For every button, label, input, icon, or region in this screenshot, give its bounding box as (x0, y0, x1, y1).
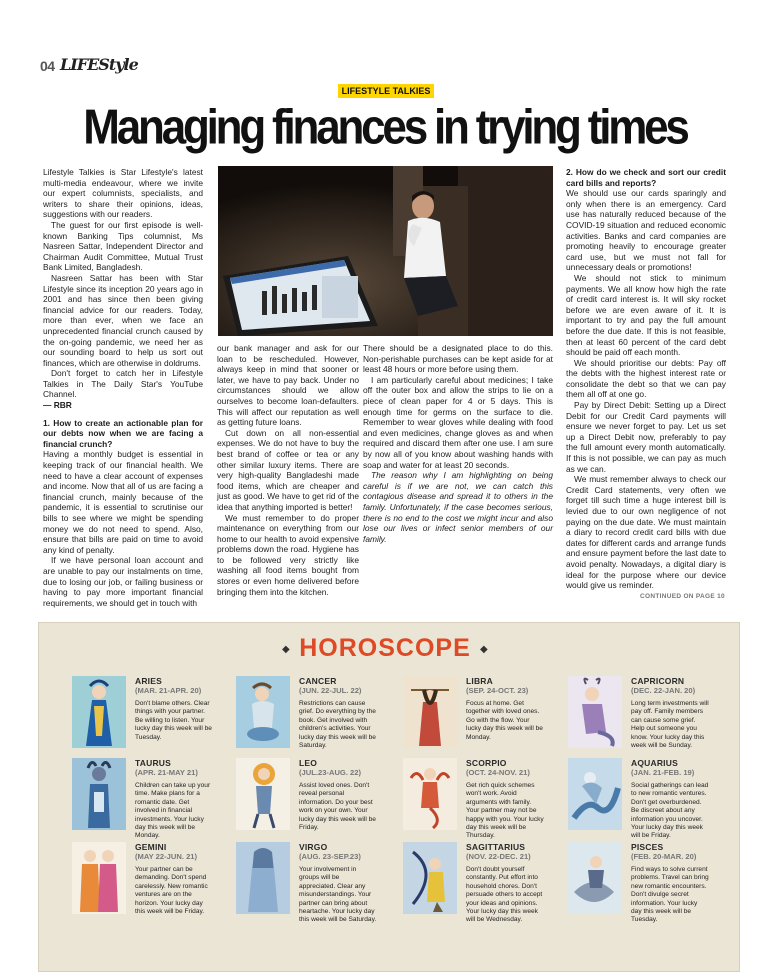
sign-date: (JAN. 21-FEB. 19) (631, 768, 695, 777)
paragraph: Don't forget to catch her in Lifestyle Talkies in The Daily Star's YouTube Channel. (43, 368, 203, 400)
paragraph: If we have personal loan account and are unable to pay our instalments on time, due to losing our job, or failing business or having to pay more important financial requirements, we should get in touch with (43, 555, 203, 608)
sign-forecast: Find ways to solve current problems. Travel can bring new romantic encounters. Don't divulge secret information. Your lucky day this week will be Tuesday. (631, 866, 709, 924)
paragraph: Having a monthly budget is essential in keeping track of our financial health. We need to have a clear account of expenses and income. Now that all of us are facing a financial crunch, mainly because of the pandemic, it is essential to scrutinise our bills to see where we might be spending money we do not need to spend. Also, ensure that bills are paid on time to avoid any kind of penalty. (43, 449, 203, 555)
sign-forecast: Focus at home. Get together with loved ones. Go with the flow. Your lucky day this week will be Monday. (466, 700, 543, 741)
sign-forecast: Social gatherings can lead to new romantic ventures. Don't get overburdened. Be discreet about any information you uncover. Your lucky day this week will be Friday. (631, 782, 709, 840)
sign-date: (SEP. 24-OCT. 23) (466, 686, 529, 695)
sign-date: (MAY 22-JUN. 21) (135, 852, 198, 861)
sign-name: PISCES (631, 842, 664, 852)
aquarius-icon (568, 758, 622, 830)
capricorn-icon (568, 676, 622, 748)
section-tag: LIFESTYLE TALKIES (338, 84, 434, 98)
paragraph: We should not stick to minimum payments. We all know how high the rate of credit card interest is. It will sky rocket before we are even aware of it. It is important to try and pay the full amount before the due date. If this is not feasible, then at least 60 percent of the card debt should be paid off each month. (566, 272, 726, 358)
sign-name: LEO (299, 758, 318, 768)
sign-forecast: Long term investments will pay off. Family members can cause some grief. Help out someone you know. Your lucky day this week will be Sunday. (631, 700, 709, 750)
sign-name: SCORPIO (466, 758, 507, 768)
sign-name: AQUARIUS (631, 758, 678, 768)
paragraph: Lifestyle Talkies is Star Lifestyle's latest multi-media endeavour, where we invite our expert columnists, specialists, and writers to share their opinions, ideas, suggestions with our readers. (43, 167, 203, 220)
question-heading-1: 1. How to create an actionable plan for our debts now when we are facing a financial crunch? (43, 417, 203, 449)
sign-forecast: Get rich quick schemes won't work. Avoid arguments with family. Your partner may not be happy with you. Your lucky day this week will be Thursday. (466, 782, 544, 840)
continued-link[interactable]: CONTINUED ON PAGE 10 (640, 593, 725, 600)
headline: Managing finances in trying times (83, 100, 687, 155)
sign-date: (OCT. 24-NOV. 21) (466, 768, 530, 777)
sign-date: (JUL.23-AUG. 22) (299, 768, 362, 777)
paragraph: Cut down on all non-essential expenses. We do not have to buy the best brand of coffee or tea or any other similar luxury items. There are very high-quality Bangladeshi made food items, which are cheaper and just as good. We have to get rid of the idea that anything imported is better! (217, 427, 359, 512)
sign-name: SAGITTARIUS (466, 842, 526, 852)
sagittarius-icon (403, 842, 457, 914)
sign-name: TAURUS (135, 758, 171, 768)
leo-icon (236, 758, 290, 830)
signature: — RBR (43, 400, 72, 411)
paragraph: We should prioritise our debts: Pay off the debts with the highest interest rate or consolidate the debt so that we can pay them all off at one go. (566, 357, 726, 400)
page-number: 04 (40, 58, 55, 74)
sign-name: LIBRA (466, 676, 493, 686)
article-photo (218, 166, 553, 336)
sign-date: (FEB. 20-MAR. 20) (631, 852, 697, 861)
aries-icon (72, 676, 126, 748)
sign-date: (AUG. 23-SEP.23) (299, 852, 361, 861)
article-column-4 (566, 167, 726, 591)
sign-forecast: Assist loved ones. Don't reveal personal information. Do your best work on your own. Your lucky day this week will be Friday. (299, 782, 376, 832)
sign-name: VIRGO (299, 842, 328, 852)
sign-date: (DEC. 22-JAN. 20) (631, 686, 696, 695)
sign-forecast: Your partner can be demanding. Don't spend carelessly. New romantic ventures are on the horizon. Your lucky day this week will be Friday. (135, 866, 208, 916)
virgo-icon (236, 842, 290, 914)
libra-icon (403, 676, 457, 748)
paragraph: our bank manager and ask for our loan to be rescheduled. However, always keep in mind that sooner or later, we have to pay back. Under no circumstances should we allow ourselves to become loan-defaulters. This will affect our reputation as well as getting future loans. (217, 343, 359, 428)
sign-name: CANCER (299, 676, 337, 686)
sign-forecast: Restrictions can cause grief. Do everything by the book. Get involved with children's activities. Your lucky day this week will be Saturday. (299, 700, 376, 750)
sign-name: ARIES (135, 676, 162, 686)
paragraph: We must remember always to check our Credit Card statements, very often we forget till such time a huge interest bill is levied due to our own negligence of not paying on the due date. We must maintain a diary to record credit card bills with due dates for different cards and arrange funds and ensure payment before the last date to avoid penalty. Nowadays, a digital diary is ideal for the purpose where our device would give us reminder. (566, 474, 726, 591)
sign-name: CAPRICORN (631, 676, 685, 686)
sign-forecast: Children can take up your time. Make plans for a romantic date. Get involved in financial investments. Your lucky day this week will be Monday. (135, 782, 211, 840)
pisces-icon (568, 842, 622, 914)
sign-date: (NOV. 22-DEC. 21) (466, 852, 531, 861)
paragraph: Pay by Direct Debit: Setting up a Direct Debit for our Credit Card payments will ensure we never forget to pay. Let us set up a Direct Debit now, preferably to pay the full amount every month automatically. If this is not possible, we can pay as much as we can. (566, 400, 726, 474)
paragraph: I am particularly careful about medicines; I take off the outer box and allow the strips to lie on a piece of clean paper for 4 or 5 days. This is enough time for germs on the surface to die. Remember to wear gloves while dealing with food and even medicines, change gloves as and when required and discard them after one use. I am sure by now all of you know about washing hands with soap and water for at least 20 seconds. (363, 374, 553, 470)
article-column-3 (363, 343, 553, 544)
question-heading-2: 2. How do we check and sort our credit card bills and reports? (566, 167, 726, 188)
paragraph: We must remember to do proper maintenance on everything from our home to our health to avoid expensive problems down the road. Hygiene has to be followed very strictly like washing all food items bought from stores or even home delivered before bringing them into the kitchen. (217, 512, 359, 597)
sign-date: (JUN. 22-JUL. 22) (299, 686, 362, 695)
paragraph: We should use our cards sparingly and only when there is an emergency. Card use has naturally reduced because of the COVID-19 situation and reduced economic activities. Banks and card companies are promoting heavily to encourage greater card use, but we must not fall for unnecessary deals or promotions! (566, 188, 726, 273)
sign-name: GEMINI (135, 842, 167, 852)
taurus-icon (72, 758, 126, 830)
sign-forecast: Your involvement in groups will be appreciated. Clear any misunderstandings. Your partner can bring about heartache. Your lucky day this week will be Saturday. (299, 866, 377, 924)
cancer-icon (236, 676, 290, 748)
article-column-1 (43, 167, 203, 608)
gemini-icon (72, 842, 126, 914)
brand-logo: LIFEStyle (60, 55, 138, 74)
diamond-left-icon: ◆ (282, 644, 290, 655)
sign-date: (APR. 21-MAY 21) (135, 768, 198, 777)
diamond-right-icon: ◆ (480, 644, 488, 655)
paragraph: The guest for our first episode is well-known Banking Tips columnist, Ms Nasreen Sattar, Independent Director and Chairman Audit Committee, Mutual Trust Bank Limited, Bangladesh. (43, 219, 203, 273)
sign-forecast: Don't blame others. Clear things with your partner. Be willing to listen. Your lucky day this week will be Tuesday. (135, 700, 212, 741)
sign-date: (MAR. 21-APR. 20) (135, 686, 202, 695)
paragraph: There should be a designated place to do this. Non-perishable purchases can be kept aside for at least 48 hours or more before using them. (363, 343, 553, 375)
horoscope-title: HOROSCOPE (299, 634, 471, 662)
article-column-2 (217, 343, 359, 597)
sign-forecast: Don't doubt yourself constantly. Put effort into household chores. Don't persuade others to accept your ideas and opinions. Your lucky day this week will be Wednesday. (466, 866, 543, 924)
paragraph: The reason why I am highlighting on being careful is if we are not, we can catch this contagious disease and spread it to others in the family. Unfortunately, if the case becomes serious, there is no end to the cost we might incur and also lose our lives or infect senior members of our family. (363, 470, 553, 544)
paragraph: Nasreen Sattar has been with Star Lifestyle since its inception 20 years ago in 2001 and has since then been giving financial advice for our readers. Today, more than ever, when we face an unprecedented financial crunch caused by the on-going pandemic, we need her as our sounding board to help us sort out finances, which are otherwise in doldrums. (43, 272, 203, 368)
man-at-computer-illustration (218, 166, 553, 336)
scorpio-icon (403, 758, 457, 830)
